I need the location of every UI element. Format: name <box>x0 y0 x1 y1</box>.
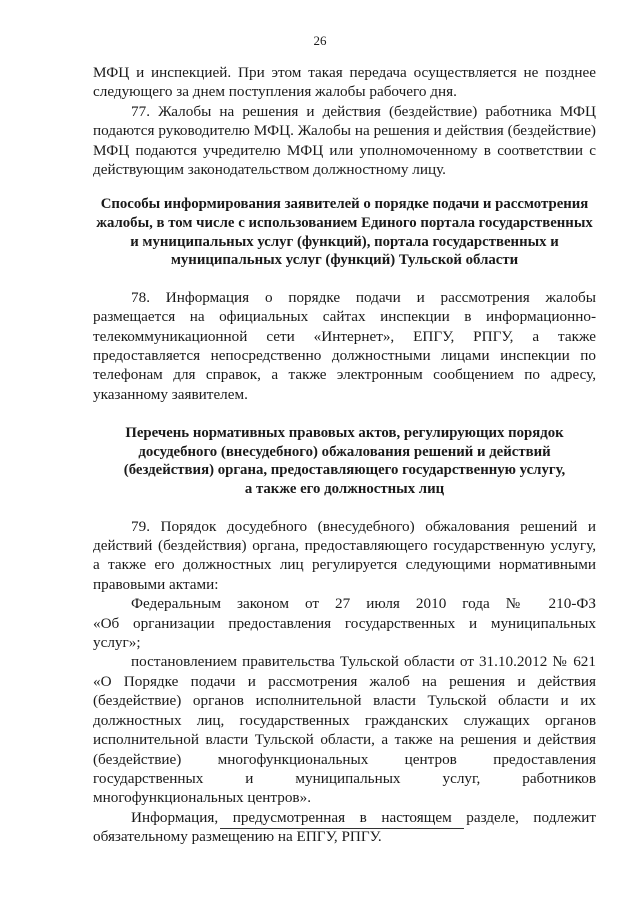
section-heading-complaint-info: Способы информирования заявителей о порядке подачи и рассмотрения жалобы, в том числе с использованием Единого портала государственных и муниципальных услуг (функций), портала государственных и муниципальных услуг (функций) Тульской области <box>96 196 593 269</box>
regional-resolution-title: «О Порядке подачи и рассмотрения жалоб на решения и действия (бездействие) органов исполнительной власти Тульской области и их должностных лиц, государственных гражданских служащих органов исполнительной власти Тульской области, а также на решения и действия (бездействие) многофункциональных центров предоставления государственных и муниципальных услуг, работников многофункциональных центров». <box>93 672 596 807</box>
paragraph-continuation: МФЦ и инспекцией. При этом такая передача осуществляется не позднее следующего за днем поступления жалобы рабочего дня. <box>93 64 596 101</box>
paragraph-79: 79. Порядок досудебного (внесудебного) обжалования решений и действий (бездействия) органа, предоставляющего государственную услугу, а также его должностных лиц регулируется следующими нормативными правовыми актами: <box>93 517 596 593</box>
heading-line: (бездействия) органа, предоставляющего государственную услугу, <box>123 462 566 479</box>
paragraph-final: Информация, предусмотренная в настоящем разделе, подлежит обязательному размещению на ЕПГУ, РПГУ. <box>93 808 596 846</box>
section-heading-legal-acts <box>93 424 596 498</box>
heading-line: а также его должностных лиц <box>244 481 445 498</box>
heading-line: Перечень нормативных правовых актов, регулирующих порядок <box>125 425 564 442</box>
document-body <box>93 63 596 847</box>
federal-law-title: «Об организации предоставления государственных и муниципальных услуг»; <box>93 614 596 652</box>
regional-resolution-line: постановлением правительства Тульской области от 31.10.2012 № 621 <box>131 653 596 671</box>
paragraph-78: 78. Информация о порядке подачи и рассмотрения жалобы размещается на официальных сайтах инспекции в информационно-телекоммуникационной сети «Интернет», ЕПГУ, РПГУ, а также предоставляется непосредственно должностными лицами инспекции по телефонам для справок, а также электронным сообщением по адресу, указанному заявителем. <box>93 288 596 403</box>
page-number: 26 <box>313 33 327 48</box>
footer-divider <box>220 828 464 829</box>
paragraph-77: 77. Жалобы на решения и действия (бездействие) работника МФЦ подаются руководителю МФЦ. Жалобы на решения и действия (бездействие) МФЦ подаются учредителю МФЦ или уполномоченному в соответствии с действующим законодательством должностному лицу. <box>93 102 596 179</box>
federal-law-line: Федеральным законом от 27 июля 2010 года № 210-ФЗ <box>131 595 596 613</box>
heading-line: досудебного (внесудебного) обжалования решений и действий <box>138 443 551 460</box>
